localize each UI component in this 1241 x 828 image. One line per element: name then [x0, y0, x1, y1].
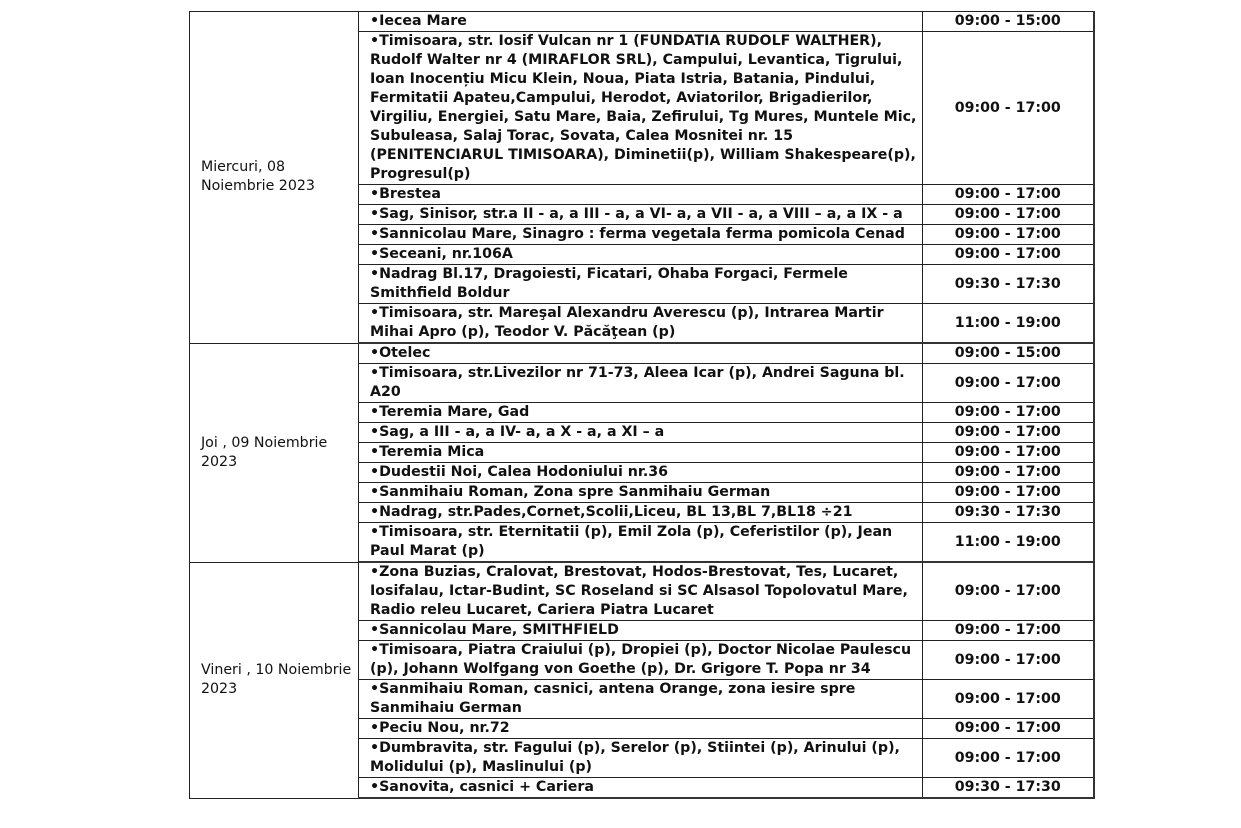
location-cell: •Dumbravita, str. Fagului (p), Serelor (p), Stiintei (p), Arinului (p), Molidului (p), Maslinului (p): [359, 739, 923, 778]
time-interval-cell: 09:00 - 17:00: [923, 719, 1094, 739]
location-cell: •Brestea: [359, 185, 923, 205]
location-cell: •Otelec: [359, 343, 923, 364]
location-cell: •Seceani, nr.106A: [359, 245, 923, 265]
time-interval-cell: 09:00 - 17:00: [923, 205, 1094, 225]
location-cell: •Sannicolau Mare, SMITHFIELD: [359, 621, 923, 641]
location-cell: •Sag, a III - a, a IV- a, a X - a, a XI – a: [359, 423, 923, 443]
schedule-row: [190, 343, 1094, 364]
time-interval-cell: 09:00 - 17:00: [923, 423, 1094, 443]
location-cell: •Sanmihaiu Roman, casnici, antena Orange, zona iesire spre Sanmihaiu German: [359, 680, 923, 719]
location-cell: •Dudestii Noi, Calea Hodoniului nr.36: [359, 463, 923, 483]
location-cell: •Timisoara, str.Livezilor nr 71-73, Aleea Icar (p), Andrei Saguna bl. A20: [359, 364, 923, 403]
schedule-row: [190, 562, 1094, 621]
schedule-body: [190, 12, 1094, 799]
location-cell: •Timisoara, Piatra Craiului (p), Dropiei (p), Doctor Nicolae Paulescu (p), Johann Wolfgang von Goethe (p), Dr. Grigore T. Popa nr 34: [359, 641, 923, 680]
location-cell: •Teremia Mica: [359, 443, 923, 463]
time-interval-cell: 09:00 - 17:00: [923, 225, 1094, 245]
location-cell: •Timisoara, str. Eternitatii (p), Emil Zola (p), Ceferistilor (p), Jean Paul Marat (p): [359, 523, 923, 563]
time-interval-cell: 09:00 - 17:00: [923, 483, 1094, 503]
location-cell: •Sannicolau Mare, Sinagro : ferma vegetala ferma pomicola Cenad: [359, 225, 923, 245]
location-cell: •Iecea Mare: [359, 12, 923, 32]
time-interval-cell: 09:00 - 17:00: [923, 680, 1094, 719]
time-interval-cell: 09:30 - 17:30: [923, 503, 1094, 523]
time-interval-cell: 09:30 - 17:30: [923, 265, 1094, 304]
outage-schedule-table: [189, 11, 1095, 799]
location-cell: •Sanovita, casnici + Cariera: [359, 778, 923, 799]
time-interval-cell: 09:00 - 15:00: [923, 343, 1094, 364]
location-cell: •Zona Buzias, Cralovat, Brestovat, Hodos-Brestovat, Tes, Lucaret, Iosifalau, Ictar-Budint, SC Roseland si SC Alsasol Topolovatul Mare, Radio releu Lucaret, Cariera Piatra Lucaret: [359, 562, 923, 621]
time-interval-cell: 11:00 - 19:00: [923, 304, 1094, 344]
location-cell: •Teremia Mare, Gad: [359, 403, 923, 423]
time-interval-cell: 09:00 - 17:00: [923, 641, 1094, 680]
location-cell: •Peciu Nou, nr.72: [359, 719, 923, 739]
date-cell: Joi , 09 Noiembrie 2023: [190, 343, 359, 562]
location-cell: •Sag, Sinisor, str.a II - a, a III - a, a VI- a, a VII - a, a VIII – a, a IX - a: [359, 205, 923, 225]
location-cell: •Nadrag, str.Pades,Cornet,Scolii,Liceu, BL 13,BL 7,BL18 ÷21: [359, 503, 923, 523]
date-cell: Vineri , 10 Noiembrie 2023: [190, 562, 359, 798]
time-interval-cell: 09:00 - 17:00: [923, 185, 1094, 205]
time-interval-cell: 09:00 - 17:00: [923, 443, 1094, 463]
location-cell: •Timisoara, str. Mareşal Alexandru Averescu (p), Intrarea Martir Mihai Apro (p), Teodor V. Păcăţean (p): [359, 304, 923, 344]
time-interval-cell: 09:00 - 17:00: [923, 621, 1094, 641]
time-interval-cell: 09:00 - 17:00: [923, 403, 1094, 423]
time-interval-cell: 09:00 - 17:00: [923, 739, 1094, 778]
time-interval-cell: 11:00 - 19:00: [923, 523, 1094, 563]
time-interval-cell: 09:00 - 17:00: [923, 364, 1094, 403]
date-cell: Miercuri, 08 Noiembrie 2023: [190, 12, 359, 344]
time-interval-cell: 09:30 - 17:30: [923, 778, 1094, 799]
schedule-row: [190, 12, 1094, 32]
location-cell: •Sanmihaiu Roman, Zona spre Sanmihaiu German: [359, 483, 923, 503]
location-cell: •Timisoara, str. Iosif Vulcan nr 1 (FUNDATIA RUDOLF WALTHER), Rudolf Walter nr 4 (MIRAFLOR SRL), Campului, Levantica, Tigrului, Ioan Inocențiu Micu Klein, Noua, Piata Istria, Batania, Pindului, Fermitatii Apateu,Campului, Herodot, Aviatorilor, Brigadierilor, Virgiliu, Energiei, Satu Mare, Baia, Zefirului, Tg Mures, Muntele Mic, Subuleasa, Salaj Torac, Sovata, Calea Mosnitei nr. 15 (PENITENCIARUL TIMISOARA), Diminetii(p), William Shakespeare(p), Progresul(p): [359, 32, 923, 185]
location-cell: •Nadrag Bl.17, Dragoiesti, Ficatari, Ohaba Forgaci, Fermele Smithfield Boldur: [359, 265, 923, 304]
time-interval-cell: 09:00 - 17:00: [923, 562, 1094, 621]
time-interval-cell: 09:00 - 17:00: [923, 463, 1094, 483]
time-interval-cell: 09:00 - 15:00: [923, 12, 1094, 32]
time-interval-cell: 09:00 - 17:00: [923, 32, 1094, 185]
time-interval-cell: 09:00 - 17:00: [923, 245, 1094, 265]
